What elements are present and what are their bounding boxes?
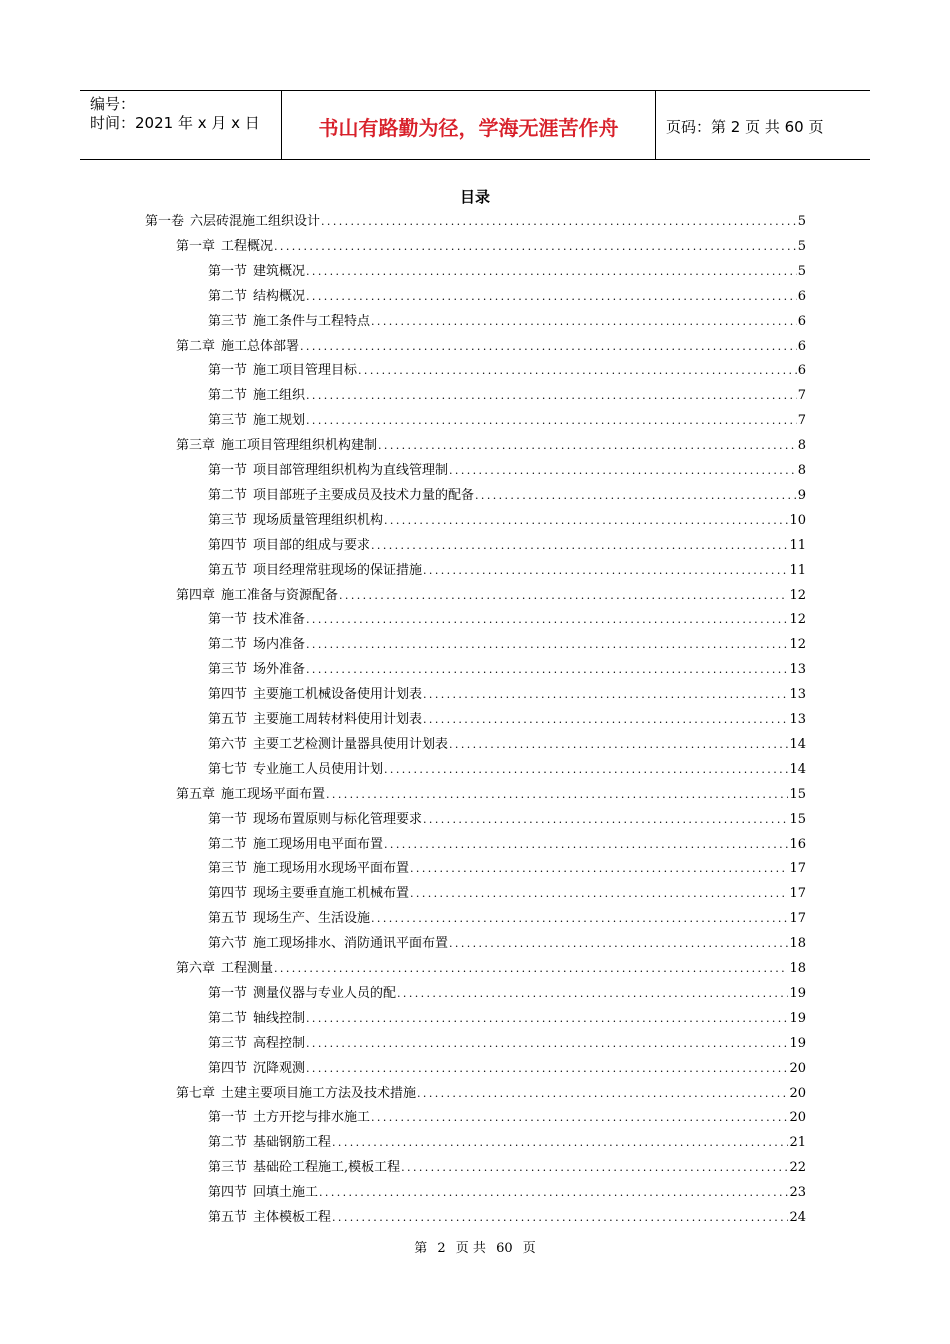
toc-entry-page: 5 xyxy=(797,263,806,279)
toc-entry-page: 18 xyxy=(789,961,806,976)
toc-dot-leader xyxy=(305,1061,788,1077)
toc-dot-leader xyxy=(305,388,797,404)
toc-dot-leader xyxy=(474,488,797,504)
toc-dot-leader xyxy=(331,1210,788,1226)
toc-entry-page: 17 xyxy=(789,911,806,927)
toc-entry-title: 回填土施工 xyxy=(253,1185,319,1201)
toc-entry-number: 第二节 xyxy=(208,836,248,852)
toc-entry-title: 轴线控制 xyxy=(253,1010,306,1026)
toc-entry[interactable] xyxy=(208,905,806,927)
toc-entry-title: 专业施工人员使用计划 xyxy=(253,761,384,777)
toc-entry[interactable] xyxy=(208,532,806,554)
toc-entry-number: 第七章 xyxy=(176,1085,216,1101)
toc-entry-number: 第三节 xyxy=(208,512,248,528)
toc-dot-leader xyxy=(305,413,797,429)
toc-entry-title: 基础砼工程施工,模板工程 xyxy=(253,1160,401,1176)
toc-entry-title: 施工现场排水、消防通讯平面布置 xyxy=(253,936,449,952)
toc-entry[interactable] xyxy=(208,631,806,653)
toc-entry-number: 第六节 xyxy=(208,736,248,752)
toc-dot-leader xyxy=(448,737,788,753)
toc-entry[interactable] xyxy=(208,1154,806,1176)
toc-entry-number: 第六章 xyxy=(176,961,216,976)
toc-entry[interactable] xyxy=(208,407,806,429)
toc-dot-leader xyxy=(409,861,788,877)
toc-entry-page: 6 xyxy=(797,338,806,354)
toc-entry-page: 11 xyxy=(789,562,806,578)
toc-entry-number: 第四节 xyxy=(208,886,248,902)
toc-entry[interactable] xyxy=(208,606,806,628)
toc-entry-number: 第四节 xyxy=(208,537,248,553)
toc-entry-title: 测量仪器与专业人员的配 xyxy=(253,985,397,1001)
toc-dot-leader xyxy=(325,787,788,803)
toc-dot-leader xyxy=(338,588,788,604)
toc-entry-title: 施工准备与资源配备 xyxy=(221,587,339,603)
toc-entry[interactable] xyxy=(208,482,806,504)
toc-entry-number: 第七节 xyxy=(208,761,248,777)
toc-entry[interactable] xyxy=(208,457,806,479)
toc-entry-number: 第一卷 xyxy=(145,214,185,229)
toc-dot-leader xyxy=(400,1160,788,1176)
toc-entry[interactable] xyxy=(176,233,806,255)
toc-entry-number: 第二章 xyxy=(176,338,216,354)
toc-entry[interactable] xyxy=(208,756,806,778)
toc-entry-title: 现场质量管理组织机构 xyxy=(253,512,384,528)
toc-dot-leader xyxy=(422,712,788,728)
toc-dot-leader xyxy=(383,513,788,529)
toc-dot-leader xyxy=(377,438,797,454)
toc-entry[interactable] xyxy=(176,432,806,454)
toc-entry-number: 第一节 xyxy=(208,811,248,827)
toc-entry-title: 现场布置原则与标化管理要求 xyxy=(253,811,423,827)
toc-dot-leader xyxy=(305,637,788,653)
toc-entry-page: 13 xyxy=(789,687,806,703)
footer-page-total: 60 xyxy=(496,1241,513,1256)
toc-entry-title: 场内准备 xyxy=(253,637,306,653)
toc-entry[interactable] xyxy=(208,357,806,379)
toc-entry-number: 第一节 xyxy=(208,985,248,1001)
toc-dot-leader xyxy=(318,1185,788,1201)
toc-entry-page: 6 xyxy=(797,313,806,329)
toc-entry-title: 施工项目管理组织机构建制 xyxy=(221,438,378,454)
toc-entry-number: 第一节 xyxy=(208,612,248,628)
toc-entry-page: 8 xyxy=(797,438,806,454)
toc-entry[interactable] xyxy=(208,1204,806,1226)
toc-dot-leader xyxy=(416,1086,788,1102)
toc-entry-page: 8 xyxy=(797,463,806,478)
toc-title: 目录 xyxy=(459,188,490,206)
footer-page-suffix: 页 xyxy=(522,1241,536,1256)
toc-entry-page: 19 xyxy=(789,985,806,1001)
toc-entry-title: 施工现场用水现场平面布置 xyxy=(253,861,410,877)
toc-entry-page: 19 xyxy=(789,1035,806,1051)
toc-entry-page: 13 xyxy=(789,662,806,678)
toc-entry-title: 主要工艺检测计量器具使用计划表 xyxy=(253,736,449,752)
toc-entry[interactable] xyxy=(208,806,806,828)
toc-entry-number: 第一节 xyxy=(208,1110,248,1126)
toc-entry-page: 13 xyxy=(789,712,806,727)
toc-entry-title: 主要施工机械设备使用计划表 xyxy=(253,687,423,703)
toc-entry-number: 第一章 xyxy=(176,238,216,254)
toc-dot-leader xyxy=(396,986,788,1002)
toc-entry-title: 土建主要项目施工方法及技术措施 xyxy=(221,1085,417,1101)
toc-dot-leader xyxy=(331,1135,788,1151)
footer-page-prefix: 第 xyxy=(414,1241,428,1256)
toc-entry-title: 施工条件与工程特点 xyxy=(253,313,371,329)
toc-entry[interactable] xyxy=(208,681,806,703)
toc-dot-leader xyxy=(273,961,788,977)
toc-entry-page: 15 xyxy=(789,786,806,802)
toc-dot-leader xyxy=(357,363,797,379)
toc-entry-number: 第二节 xyxy=(208,288,248,304)
toc-entry[interactable] xyxy=(208,308,806,330)
toc-entry[interactable] xyxy=(176,582,806,604)
toc-dot-leader xyxy=(305,1011,788,1027)
toc-entry-page: 7 xyxy=(797,413,806,429)
toc-dot-leader xyxy=(448,463,797,479)
toc-entry-page: 6 xyxy=(797,288,806,304)
toc-dot-leader xyxy=(383,762,788,778)
toc-dot-leader xyxy=(383,837,788,853)
toc-entry-title: 土方开挖与排水施工 xyxy=(253,1110,371,1126)
toc-entry[interactable] xyxy=(176,955,806,977)
toc-entry-page: 12 xyxy=(789,637,806,653)
toc-entry[interactable] xyxy=(145,208,806,230)
toc-entry[interactable] xyxy=(176,1080,806,1102)
toc-entry-number: 第一节 xyxy=(208,463,248,478)
toc-dot-leader xyxy=(370,538,788,554)
toc-entry-page: 24 xyxy=(789,1210,806,1225)
toc-entry-title: 项目经理常驻现场的保证措施 xyxy=(253,562,423,578)
toc-entry-title: 主要施工周转材料使用计划表 xyxy=(253,712,423,727)
toc-dot-leader xyxy=(305,662,788,678)
toc-entry[interactable] xyxy=(208,258,806,280)
toc-entry-title: 工程测量 xyxy=(221,961,274,976)
toc-entry[interactable] xyxy=(208,382,806,404)
toc-entry-number: 第四节 xyxy=(208,1060,248,1076)
toc-entry-page: 20 xyxy=(789,1085,806,1101)
toc-entry[interactable] xyxy=(208,980,806,1002)
toc-entry-number: 第一节 xyxy=(208,263,248,279)
toc-entry-number: 第三节 xyxy=(208,1035,248,1051)
toc-entry-number: 第四节 xyxy=(208,1185,248,1201)
toc-entry-page: 21 xyxy=(789,1135,806,1151)
header-page-info: 页码：第 2 页 共 60 页 xyxy=(666,117,824,136)
toc-dot-leader xyxy=(305,1036,788,1052)
toc-dot-leader xyxy=(409,886,788,902)
toc-dot-leader xyxy=(273,239,797,255)
toc-entry-title: 场外准备 xyxy=(253,662,306,678)
toc-entry-number: 第五节 xyxy=(208,562,248,578)
toc-entry-number: 第三节 xyxy=(208,313,248,329)
toc-dot-leader xyxy=(448,936,788,952)
toc-entry-page: 5 xyxy=(797,214,806,229)
toc-entry[interactable] xyxy=(208,855,806,877)
toc-entry[interactable] xyxy=(176,333,806,355)
toc-dot-leader xyxy=(422,563,788,579)
toc-entry-title: 工程概况 xyxy=(221,238,274,254)
toc-entry[interactable] xyxy=(208,283,806,305)
toc-dot-leader xyxy=(305,612,788,628)
toc-entry-page: 14 xyxy=(789,761,806,777)
toc-entry[interactable] xyxy=(208,1030,806,1052)
toc-entry-page: 11 xyxy=(789,537,806,553)
toc-entry-title: 基础钢筋工程 xyxy=(253,1135,332,1151)
toc-entry-page: 6 xyxy=(797,363,806,379)
toc-entry-title: 高程控制 xyxy=(253,1035,306,1051)
toc-entry[interactable] xyxy=(208,507,806,529)
toc-entry-number: 第五节 xyxy=(208,712,248,727)
toc-entry[interactable] xyxy=(208,1129,806,1151)
footer-page-mid: 页 共 xyxy=(455,1241,486,1256)
toc-entry-page: 20 xyxy=(789,1060,806,1076)
toc-dot-leader xyxy=(320,214,797,230)
toc-entry-title: 施工组织 xyxy=(253,388,306,404)
toc-entry-number: 第二节 xyxy=(208,487,248,503)
toc-entry[interactable] xyxy=(208,1055,806,1077)
toc-entry-page: 18 xyxy=(789,936,806,952)
toc-entry[interactable] xyxy=(208,1005,806,1027)
toc-dot-leader xyxy=(299,339,797,355)
toc-entry-number: 第六节 xyxy=(208,936,248,952)
document-time: 时间：2021 年 x 月 x 日 xyxy=(90,114,260,132)
toc-entry[interactable] xyxy=(208,557,806,579)
toc-entry-title: 项目部管理组织机构为直线管理制 xyxy=(253,463,449,478)
toc-entry[interactable] xyxy=(208,880,806,902)
footer-page-current: 2 xyxy=(437,1241,446,1256)
header-meta xyxy=(80,91,282,159)
toc-entry-title: 施工项目管理目标 xyxy=(253,363,358,379)
toc-entry-number: 第二节 xyxy=(208,637,248,653)
toc-entry-title: 沉降观测 xyxy=(253,1060,306,1076)
toc-entry-number: 第三节 xyxy=(208,662,248,678)
toc-entry-number: 第三节 xyxy=(208,1160,248,1176)
toc-entry-page: 19 xyxy=(789,1010,806,1026)
toc-entry[interactable] xyxy=(208,706,806,728)
toc-entry-page: 5 xyxy=(797,238,806,254)
header-motto: 书山有路勤为径，学海无涯苦作舟 xyxy=(282,91,656,159)
toc-entry-number: 第二节 xyxy=(208,388,248,404)
toc-entry-page: 17 xyxy=(789,861,806,877)
toc-entry-title: 结构概况 xyxy=(253,288,306,304)
toc-entry-page: 20 xyxy=(789,1110,806,1126)
toc-dot-leader xyxy=(305,264,797,280)
toc-entry-page: 15 xyxy=(789,811,806,827)
toc-entry-title: 主体模板工程 xyxy=(253,1210,332,1225)
toc-entry-title: 现场主要垂直施工机械布置 xyxy=(253,886,410,902)
toc-entry[interactable] xyxy=(208,731,806,753)
toc-entry-title: 施工规划 xyxy=(253,413,306,429)
toc-entry[interactable] xyxy=(208,1104,806,1126)
toc-entry[interactable] xyxy=(208,831,806,853)
toc-entry-number: 第五节 xyxy=(208,911,248,927)
toc-entry-number: 第一节 xyxy=(208,363,248,379)
toc-dot-leader xyxy=(370,314,797,330)
page-footer xyxy=(0,1237,950,1256)
toc-entry-page: 16 xyxy=(789,836,806,852)
toc-entry-page: 9 xyxy=(797,487,806,503)
toc-entry-title: 施工现场用电平面布置 xyxy=(253,836,384,852)
toc-dot-leader xyxy=(422,812,788,828)
document-number-label: 编号： xyxy=(90,95,136,113)
toc-entry-number: 第二节 xyxy=(208,1135,248,1151)
toc-entry-page: 10 xyxy=(789,512,806,528)
toc-entry-page: 12 xyxy=(789,612,806,628)
toc-entry-title: 项目部的组成与要求 xyxy=(253,537,371,553)
toc-dot-leader xyxy=(305,289,797,305)
toc-entry-title: 施工总体部署 xyxy=(221,338,300,354)
toc-entry[interactable] xyxy=(176,781,806,803)
toc-entry-page: 7 xyxy=(797,388,806,404)
toc-entry-title: 现场生产、生活设施 xyxy=(253,911,371,927)
toc-entry-number: 第三节 xyxy=(208,413,248,429)
toc-entry-number: 第四章 xyxy=(176,587,216,603)
toc-entry-page: 23 xyxy=(789,1185,806,1201)
toc-entry-number: 第五节 xyxy=(208,1210,248,1225)
toc-entry-page: 17 xyxy=(789,886,806,902)
toc-dot-leader xyxy=(370,911,788,927)
toc-entry-number: 第四节 xyxy=(208,687,248,703)
toc-entry-number: 第二节 xyxy=(208,1010,248,1026)
toc-entry[interactable] xyxy=(208,1179,806,1201)
toc-entry-page: 12 xyxy=(789,587,806,603)
toc-entry-page: 22 xyxy=(789,1160,806,1176)
toc-dot-leader xyxy=(370,1110,788,1126)
toc-entry-title: 施工现场平面布置 xyxy=(221,786,326,802)
toc-entry-title: 建筑概况 xyxy=(253,263,306,279)
document-header xyxy=(80,90,870,160)
toc-entry-number: 第三章 xyxy=(176,438,216,454)
toc-entry-number: 第三节 xyxy=(208,861,248,877)
toc-dot-leader xyxy=(422,687,788,703)
toc-entry-page: 14 xyxy=(789,736,806,752)
toc-entry[interactable] xyxy=(208,930,806,952)
toc-entry-title: 技术准备 xyxy=(253,612,306,628)
toc-entry-title: 项目部班子主要成员及技术力量的配备 xyxy=(253,487,475,503)
toc-entry[interactable] xyxy=(208,656,806,678)
toc-entry-number: 第五章 xyxy=(176,786,216,802)
toc-entry-title: 六层砖混施工组织设计 xyxy=(190,214,321,229)
